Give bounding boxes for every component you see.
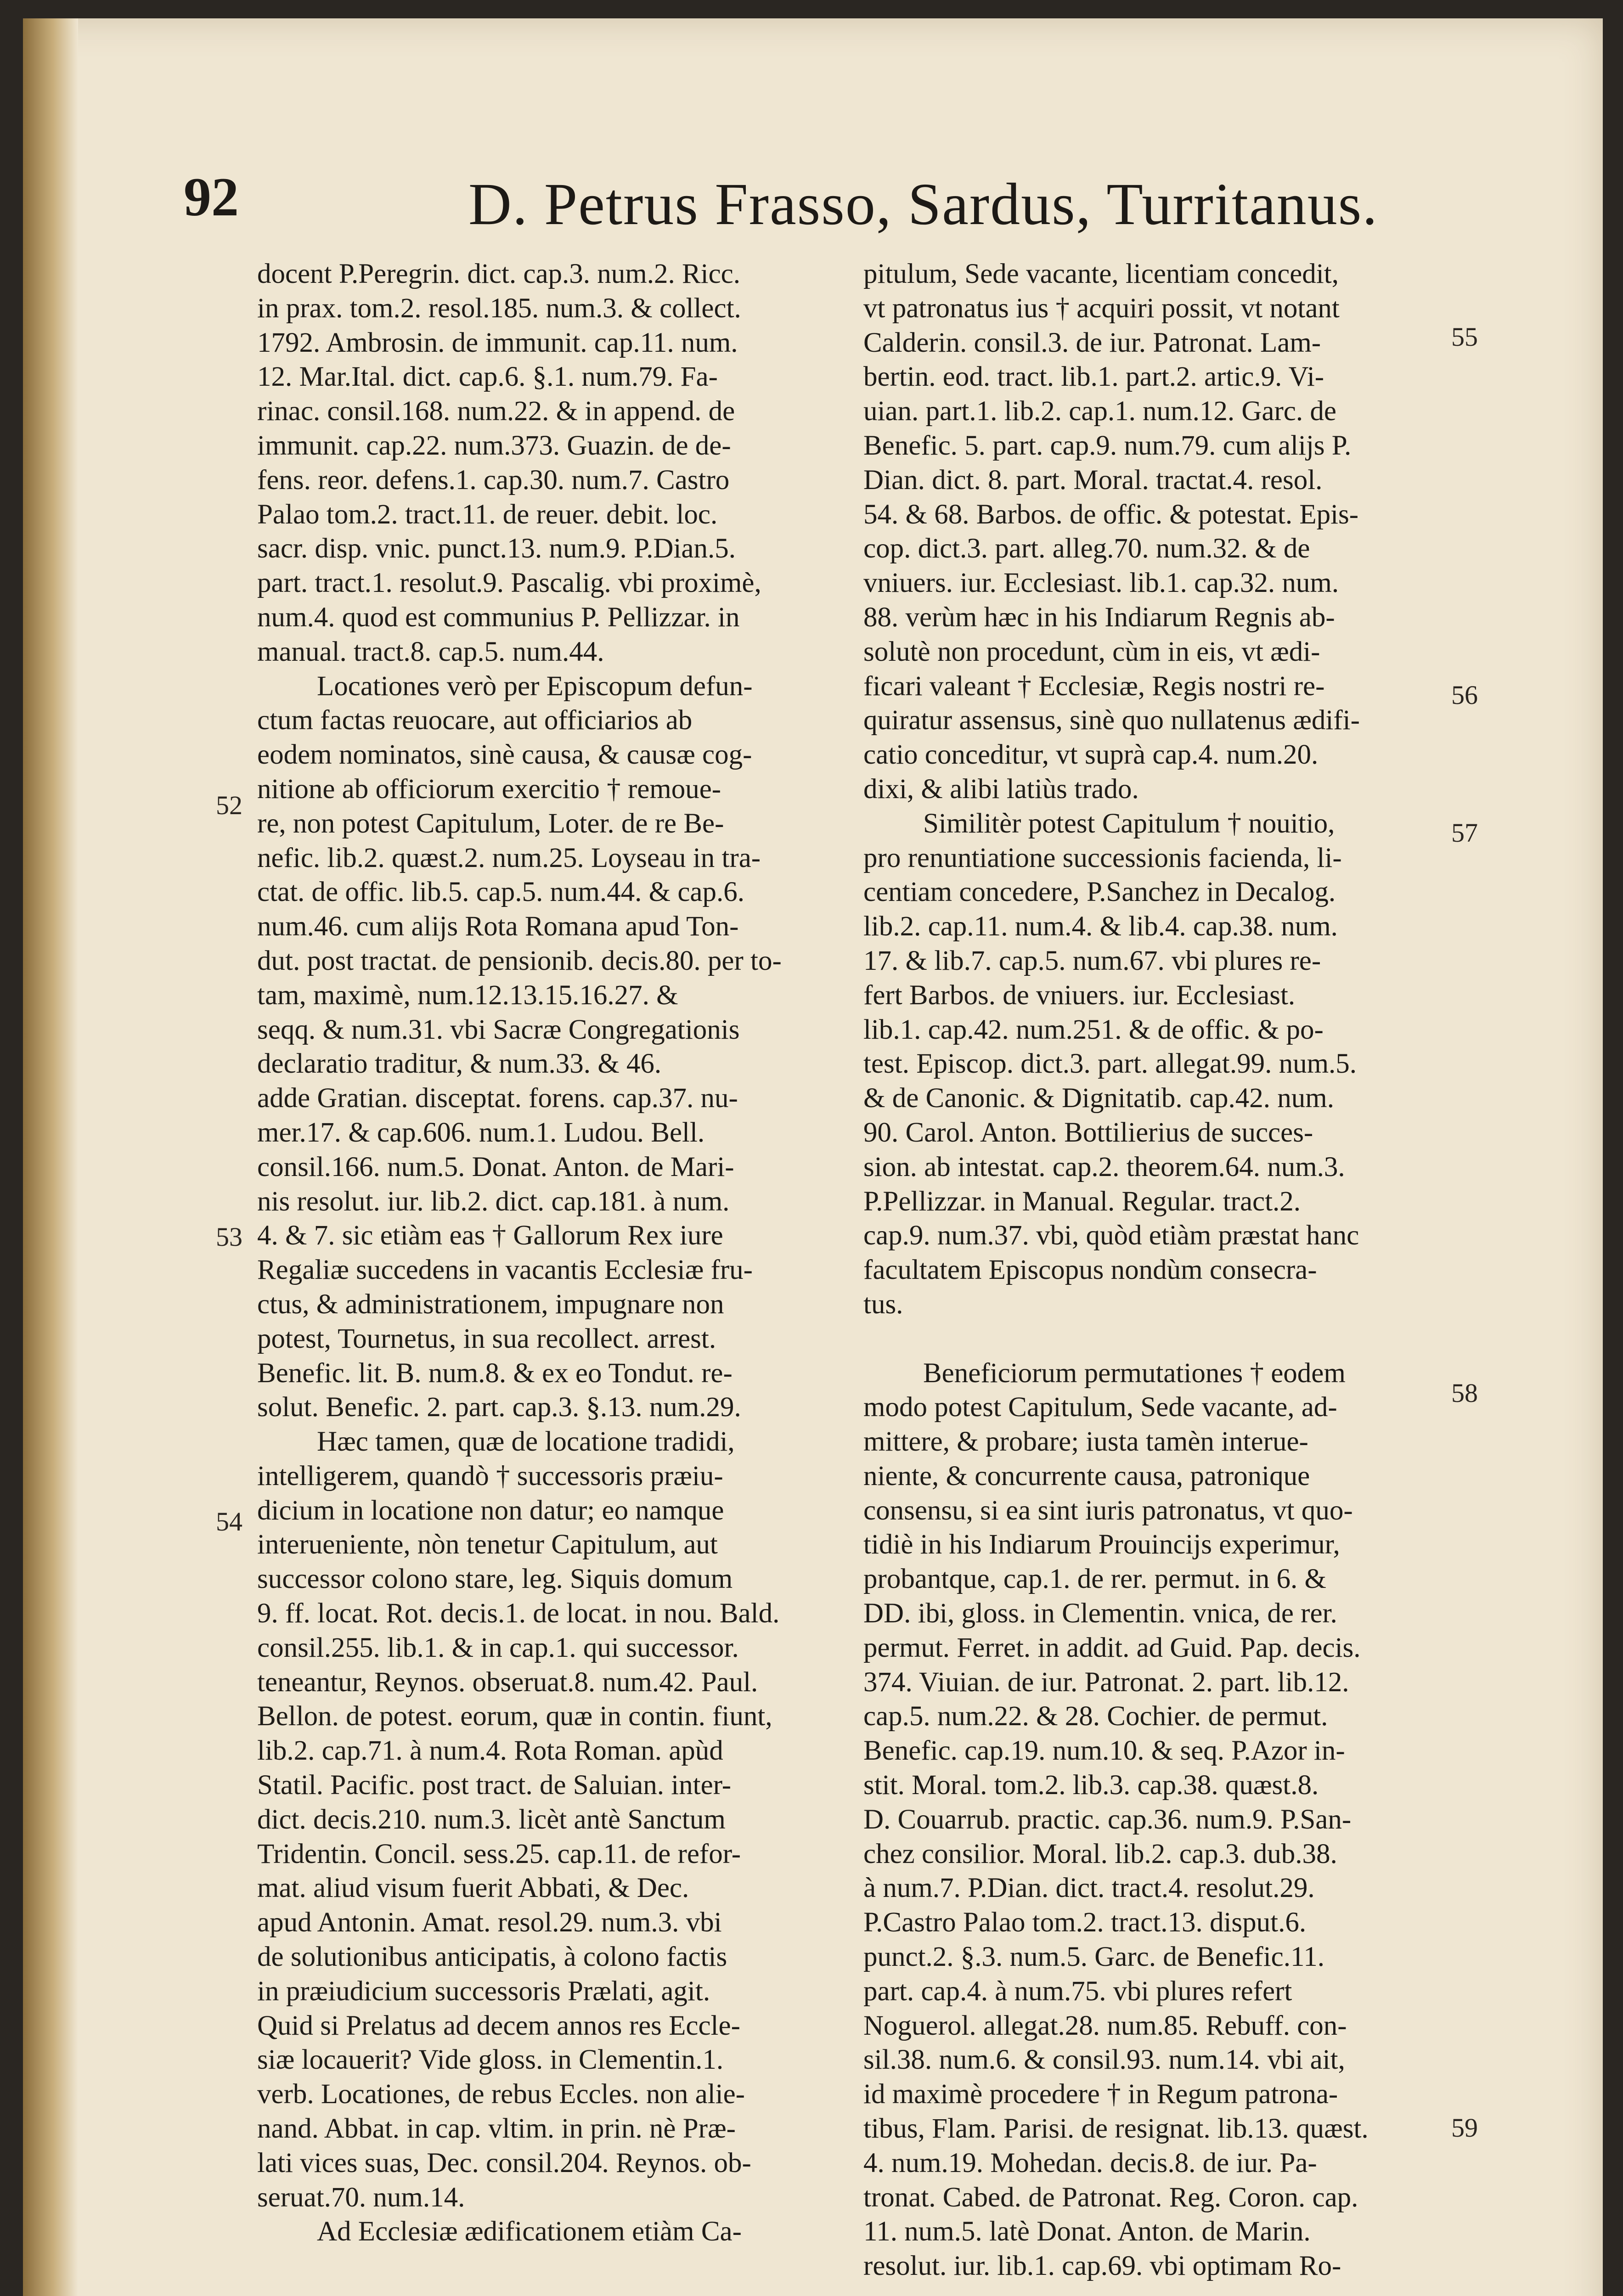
text-line: num.4. quod est communius P. Pellizzar. in <box>257 602 740 633</box>
text-line: nefic. lib.2. quæst.2. num.25. Loyseau in tra- <box>257 842 761 873</box>
text-line: quiratur assensus, sinè quo nullatenus ædifi- <box>863 705 1360 736</box>
text-line: sion. ab intestat. cap.2. theorem.64. num.3. <box>863 1151 1345 1182</box>
text-line: Ad Ecclesiæ ædificationem etiàm Ca- <box>317 2216 742 2247</box>
text-line: bertin. eod. tract. lib.1. part.2. artic.9. Vi- <box>863 361 1324 393</box>
text-line: immunit. cap.22. num.373. Guazin. de de- <box>257 430 731 461</box>
text-line: Benefic. 5. part. cap.9. num.79. cum alijs P. <box>863 430 1352 461</box>
text-line: probantque, cap.1. de rer. permut. in 6. & <box>863 1564 1326 1595</box>
text-line: fens. reor. defens.1. cap.30. num.7. Castro <box>257 464 730 495</box>
text-line: adde Gratian. disceptat. forens. cap.37. nu- <box>257 1083 738 1114</box>
text-line: siæ locauerit? Vide gloss. in Clementin.1. <box>257 2044 724 2076</box>
text-line: chez consilior. Moral. lib.2. cap.3. dub.38. <box>863 1838 1337 1869</box>
text-line: ctus, & administrationem, impugnare non <box>257 1289 724 1320</box>
text-line: à num.7. P.Dian. dict. tract.4. resolut.29. <box>863 1873 1315 1904</box>
text-line: test. Episcop. dict.3. part. allegat.99. num.5. <box>863 1048 1357 1080</box>
text-line: sil.38. num.6. & consil.93. num.14. vbi ait, <box>863 2044 1345 2076</box>
text-line: ctat. de offic. lib.5. cap.5. num.44. & cap.6. <box>257 877 745 908</box>
margin-number: 57 <box>1451 818 1478 848</box>
text-line: dict. decis.210. num.3. licèt antè Sanctum <box>257 1804 726 1835</box>
book-spine <box>23 18 78 2296</box>
text-line: potest, Tournetus, in sua recollect. arrest. <box>257 1323 716 1354</box>
text-line: cop. dict.3. part. alleg.70. num.32. & de <box>863 533 1310 564</box>
text-line: vt patronatus ius † acquiri possit, vt notant <box>863 293 1340 324</box>
text-line: eodem nominatos, sinè causa, & causæ cog- <box>257 739 752 771</box>
page-number: 92 <box>184 166 239 227</box>
text-line: resolut. iur. lib.1. cap.69. vbi optimam Ro- <box>863 2251 1341 2282</box>
text-line: D. Couarrub. practic. cap.36. num.9. P.San- <box>863 1804 1352 1835</box>
margin-number: 55 <box>1451 322 1478 352</box>
text-line: stit. Moral. tom.2. lib.3. cap.38. quæst.8. <box>863 1770 1319 1801</box>
margin-number: 59 <box>1451 2113 1478 2143</box>
text-line: 90. Carol. Anton. Bottilierius de succes- <box>863 1117 1313 1148</box>
text-line: 11. num.5. latè Donat. Anton. de Marin. <box>863 2216 1311 2247</box>
text-line: tronat. Cabed. de Patronat. Reg. Coron. cap. <box>863 2182 1358 2213</box>
text-line: punct.2. §.3. num.5. Garc. de Benefic.11. <box>863 1941 1324 1973</box>
text-line: 9. ff. locat. Rot. decis.1. de locat. in nou. Bald. <box>257 1598 780 1629</box>
text-line: catio conceditur, vt suprà cap.4. num.20. <box>863 739 1319 771</box>
text-line: mer.17. & cap.606. num.1. Ludou. Bell. <box>257 1117 705 1148</box>
text-line: tam, maximè, num.12.13.15.16.27. & <box>257 979 678 1011</box>
text-line <box>863 1322 1424 1356</box>
text-line: Benefic. cap.19. num.10. & seq. P.Azor in- <box>863 1735 1345 1767</box>
text-line: de solutionibus anticipatis, à colono factis <box>257 1941 727 1973</box>
text-line: 17. & lib.7. cap.5. num.67. vbi plures re- <box>863 945 1321 976</box>
text-line: consensu, si ea sint iuris patronatus, vt quo- <box>863 1495 1353 1526</box>
text-line: 374. Viuian. de iur. Patronat. 2. part. lib.12. <box>863 1666 1349 1698</box>
text-line: dicium in locatione non datur; eo namque <box>257 1495 724 1526</box>
right-column <box>863 257 1424 2284</box>
text-line: tidiè in his Indiarum Prouincijs experimur, <box>863 1529 1340 1560</box>
text-line: DD. ibi, gloss. in Clementin. vnica, de rer. <box>863 1598 1337 1629</box>
text-line: Statil. Pacific. post tract. de Saluian. inter- <box>257 1770 732 1801</box>
text-line: ficari valeant † Ecclesiæ, Regis nostri re- <box>863 670 1325 702</box>
text-line: 1792. Ambrosin. de immunit. cap.11. num. <box>257 327 738 358</box>
text-line: Locationes verò per Episcopum defun- <box>317 670 753 702</box>
text-line: Noguerol. allegat.28. num.85. Rebuff. con- <box>863 2010 1347 2041</box>
text-line: solut. Benefic. 2. part. cap.3. §.13. num.29. <box>257 1392 741 1423</box>
text-line: solutè non procedunt, cùm in eis, vt ædi- <box>863 636 1320 667</box>
text-line: teneantur, Reynos. obseruat.8. num.42. Paul. <box>257 1666 758 1698</box>
text-line: Similitèr potest Capitulum † nouitio, <box>923 808 1335 839</box>
text-line: uian. part.1. lib.2. cap.1. num.12. Garc. de <box>863 396 1336 427</box>
text-line: dixi, & alibi latiùs trado. <box>863 773 1139 805</box>
text-line: part. cap.4. à num.75. vbi plures refert <box>863 1975 1292 2007</box>
text-line: lati vices suas, Dec. consil.204. Reynos. ob- <box>257 2147 751 2178</box>
text-line: centiam concedere, P.Sanchez in Decalog. <box>863 877 1336 908</box>
text-line: tus. <box>863 1289 903 1320</box>
text-line: re, non potest Capitulum, Loter. de re Be- <box>257 808 724 839</box>
text-line: Palao tom.2. tract.11. de reuer. debit. loc. <box>257 499 718 530</box>
text-line: facultatem Episcopus nondùm consecra- <box>863 1255 1317 1286</box>
text-line: dut. post tractat. de pensionib. decis.80. per to- <box>257 945 782 976</box>
text-line: declaratio traditur, & num.33. & 46. <box>257 1048 662 1080</box>
text-line: Tridentin. Concil. sess.25. cap.11. de refor- <box>257 1838 741 1869</box>
text-line: apud Antonin. Amat. resol.29. num.3. vbi <box>257 1907 722 1938</box>
text-line: nis resolut. iur. lib.2. dict. cap.181. à num. <box>257 1186 730 1217</box>
text-line: Benefic. lit. B. num.8. & ex eo Tondut. re- <box>257 1357 733 1389</box>
text-line: fert Barbos. de vniuers. iur. Ecclesiast. <box>863 979 1296 1011</box>
text-line: manual. tract.8. cap.5. num.44. <box>257 636 604 667</box>
left-column <box>257 257 817 2249</box>
text-line: permut. Ferret. in addit. ad Guid. Pap. decis. <box>863 1632 1361 1663</box>
text-line: pitulum, Sede vacante, licentiam concedit, <box>863 259 1339 289</box>
text-line: nand. Abbat. in cap. vltim. in prin. nè Præ- <box>257 2113 736 2144</box>
text-line: lib.1. cap.42. num.251. & de offic. & po- <box>863 1014 1324 1045</box>
text-line: pro renuntiatione successionis facienda, li- <box>863 842 1342 873</box>
page-header <box>184 165 1424 257</box>
text-line: Calderin. consil.3. de iur. Patronat. Lam- <box>863 327 1321 358</box>
text-line: seruat.70. num.14. <box>257 2182 465 2213</box>
text-line: consil.255. lib.1. & in cap.1. qui successor. <box>257 1632 739 1663</box>
text-line: Regaliæ succedens in vacantis Ecclesiæ fru- <box>257 1255 753 1286</box>
margin-number: 52 <box>216 790 242 820</box>
text-line: seqq. & num.31. vbi Sacræ Congregationis <box>257 1014 740 1045</box>
text-line: Dian. dict. 8. part. Moral. tractat.4. resol. <box>863 464 1323 495</box>
text-line: tibus, Flam. Parisi. de resignat. lib.13. quæst. <box>863 2113 1369 2144</box>
text-line: mittere, & probare; iusta tamèn interue- <box>863 1426 1308 1458</box>
text-line: cap.5. num.22. & 28. Cochier. de permut. <box>863 1701 1328 1732</box>
text-line: modo potest Capitulum, Sede vacante, ad- <box>863 1392 1337 1423</box>
text-line: mat. aliud visum fuerit Abbati, & Dec. <box>257 1873 689 1904</box>
text-line: sacr. disp. vnic. punct.13. num.9. P.Dian.5. <box>257 533 736 564</box>
text-line: P.Castro Palao tom.2. tract.13. disput.6. <box>863 1907 1307 1938</box>
running-head: D. Petrus Frasso, Sardus, Turritanus. <box>468 171 1378 237</box>
text-line: Hæc tamen, quæ de locatione tradidi, <box>317 1426 735 1458</box>
text-line: Beneficiorum permutationes † eodem <box>923 1357 1346 1389</box>
text-line: docent P.Peregrin. dict. cap.3. num.2. Ricc. <box>257 259 741 289</box>
text-line: Bellon. de potest. eorum, quæ in contin. fiunt, <box>257 1701 772 1732</box>
text-line: in prax. tom.2. resol.185. num.3. & collect. <box>257 293 741 324</box>
text-line: 12. Mar.Ital. dict. cap.6. §.1. num.79. Fa- <box>257 361 718 393</box>
text-line: 4. num.19. Mohedan. decis.8. de iur. Pa- <box>863 2147 1317 2178</box>
text-line: & de Canonic. & Dignitatib. cap.42. num. <box>863 1083 1334 1114</box>
text-line: Quid si Prelatus ad decem annos res Eccle- <box>257 2010 740 2041</box>
text-line: part. tract.1. resolut.9. Pascalig. vbi proximè, <box>257 568 761 599</box>
margin-number: 53 <box>216 1222 242 1252</box>
text-line: num.46. cum alijs Rota Romana apud Ton- <box>257 911 739 942</box>
text-line: intelligerem, quandò † successoris præiu- <box>257 1460 723 1491</box>
text-line: 88. verùm hæc in his Indiarum Regnis ab- <box>863 602 1335 633</box>
text-line: verb. Locationes, de rebus Eccles. non alie- <box>257 2079 745 2110</box>
text-line: lib.2. cap.11. num.4. & lib.4. cap.38. num. <box>863 911 1338 942</box>
text-line: id maximè procedere † in Regum patrona- <box>863 2079 1338 2110</box>
text-line: consil.166. num.5. Donat. Anton. de Mari- <box>257 1151 734 1182</box>
text-line: rinac. consil.168. num.22. & in append. de <box>257 396 735 427</box>
text-line: nitione ab officiorum exercitio † remoue- <box>257 773 721 805</box>
text-line: ctum factas reuocare, aut officiarios ab <box>257 705 693 736</box>
text-line: P.Pellizzar. in Manual. Regular. tract.2. <box>863 1186 1301 1217</box>
text-line: vniuers. iur. Ecclesiast. lib.1. cap.32. num. <box>863 568 1339 599</box>
margin-number: 56 <box>1451 680 1478 710</box>
text-line: in præiudicium successoris Prælati, agit. <box>257 1975 710 2007</box>
text-line: interueniente, nòn tenetur Capitulum, aut <box>257 1529 718 1560</box>
margin-number: 58 <box>1451 1378 1478 1408</box>
text-line: niente, & concurrente causa, patronique <box>863 1460 1310 1491</box>
margin-number: 54 <box>216 1507 242 1536</box>
text-line: 54. & 68. Barbos. de offic. & potestat. Epis- <box>863 499 1359 530</box>
text-line: lib.2. cap.71. à num.4. Rota Roman. apùd <box>257 1735 723 1767</box>
text-line: cap.9. num.37. vbi, quòd etiàm præstat hanc <box>863 1220 1359 1251</box>
text-line: successor colono stare, leg. Siquis domum <box>257 1564 733 1595</box>
text-line: 4. & 7. sic etiàm eas † Gallorum Rex iure <box>257 1220 723 1251</box>
